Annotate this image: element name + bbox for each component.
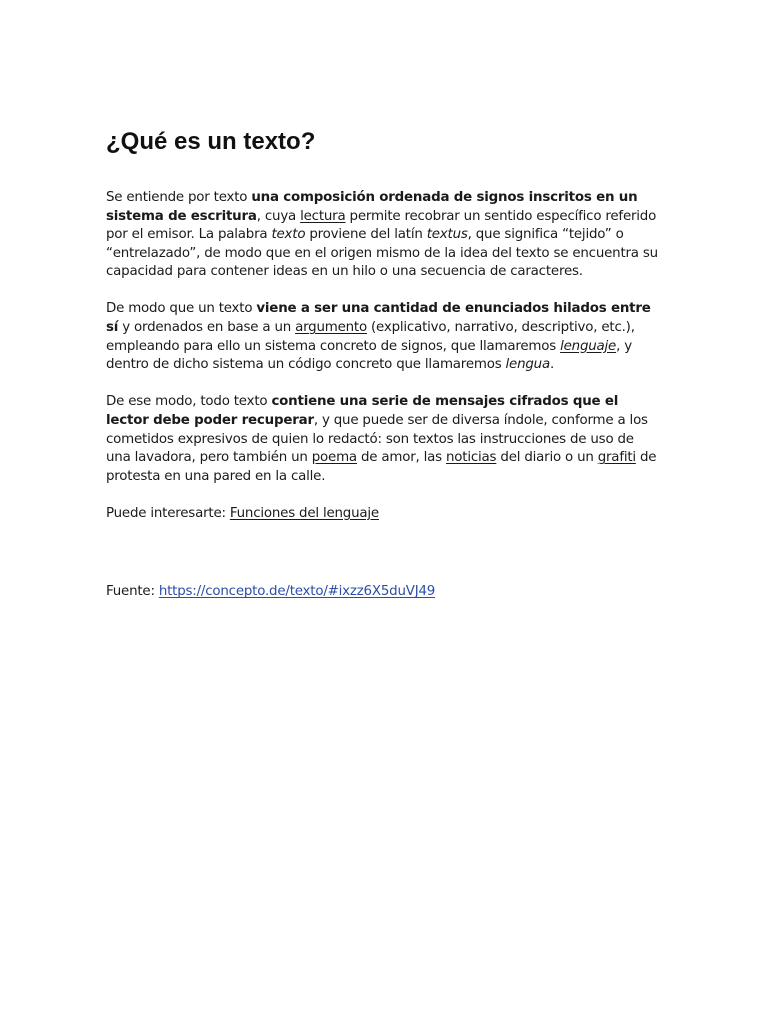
text-run: , y que puede ser de diversa índole, conforme a los cometidos expresivos de quien lo redactó: son textos las instrucciones de uso de una lavadora, pero también un	[106, 412, 648, 466]
article-body	[106, 126, 662, 602]
text-run: del diario o un	[496, 450, 598, 466]
text-run: De ese modo, todo texto	[106, 394, 272, 410]
inline-link[interactable]: poema	[311, 450, 357, 466]
text-run: (explicativo, narrativo, descriptivo, etc.), empleando para ello un sistema concreto de signos, que llamaremos	[106, 320, 635, 354]
text-run: texto	[271, 227, 306, 243]
text-run: viene a ser una cantidad de enunciados hilados entre sí	[106, 301, 651, 336]
text-run: una composición ordenada de signos inscritos en un sistema de escritura	[106, 190, 638, 224]
text-run: , y dentro de dicho sistema un código concreto que llamaremos	[106, 338, 632, 373]
paragraph-mensajes	[106, 393, 662, 486]
text-run: de protesta en una pared en la calle.	[106, 450, 657, 484]
text-run: permite recobrar un sentido específico referido por el emisor. La palabra	[106, 208, 657, 243]
inline-link[interactable]: noticias	[446, 450, 497, 466]
inline-link[interactable]: lenguaje	[560, 338, 617, 354]
source-line	[106, 583, 662, 602]
text-run: de amor, las	[356, 450, 447, 466]
text-run: , que significa “tejido” o “entrelazado”, de modo que en el origen mismo de la idea del texto se encuentra su capacidad para contener ideas en un hilo o una secuencia de caracteres.	[106, 227, 658, 280]
text-run: .	[549, 357, 555, 373]
text-run: lengua	[505, 357, 550, 373]
inline-link[interactable]: grafiti	[597, 450, 636, 466]
related-line	[106, 505, 662, 524]
related-prefix: Puede interesarte:	[106, 505, 230, 521]
source-url-link[interactable]: https://concepto.de/texto/#ixzz6X5duVJ49	[158, 584, 436, 600]
text-run: contiene una serie de mensajes cifrados que el lector debe poder recuperar	[106, 394, 619, 428]
paragraph-enunciados	[106, 300, 662, 374]
source-prefix: Fuente:	[106, 584, 159, 600]
text-run: Se entiende por texto	[106, 190, 252, 205]
page-title: ¿Qué es un texto?	[106, 128, 316, 155]
inline-link[interactable]: argumento	[295, 320, 367, 336]
text-run: textus	[426, 227, 468, 243]
text-run: proviene del latín	[305, 227, 427, 243]
text-run: De modo que un texto	[106, 301, 257, 317]
text-run: y ordenados en base a un	[118, 320, 296, 336]
inline-link[interactable]: lectura	[300, 208, 346, 224]
text-run: , cuya	[256, 208, 301, 224]
paragraph-definition	[106, 189, 662, 282]
related-link[interactable]: Funciones del lenguaje	[229, 505, 379, 521]
